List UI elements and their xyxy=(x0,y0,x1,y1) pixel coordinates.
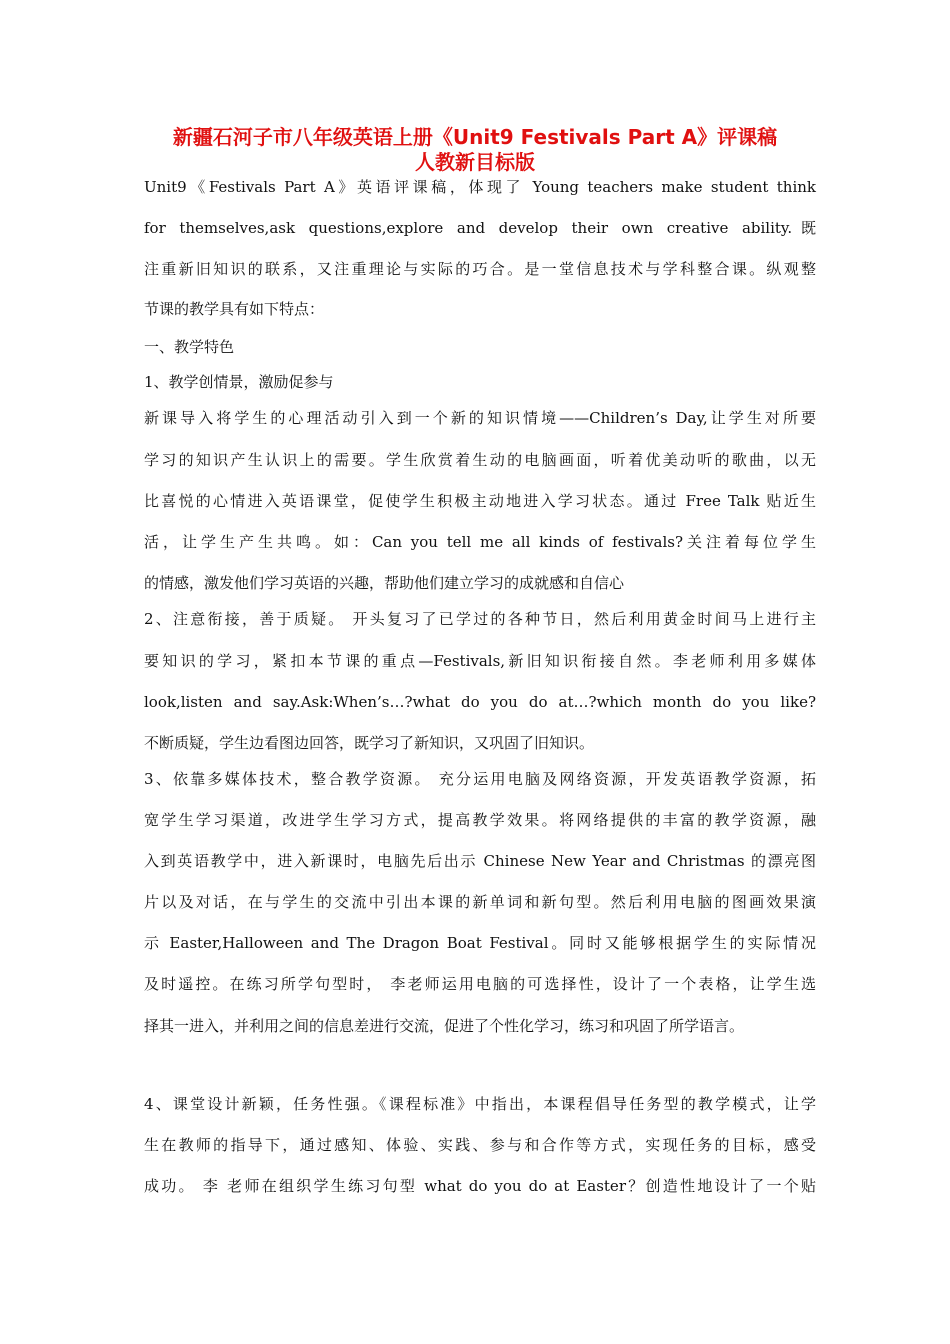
document-title-line-2: 人教新目标版 xyxy=(415,150,535,174)
paragraph-line: 2、注意衔接，善于质疑。 开头复习了已学过的各种节日，然后利用黄金时间马上进行主 xyxy=(144,610,816,628)
paragraph-line: 注重新旧知识的联系，又注重理论与实际的巧合。是一堂信息技术与学科整合课。纵观整 xyxy=(144,260,816,278)
section-heading: 一、教学特色 xyxy=(144,338,235,356)
paragraph-line: 不断质疑，学生边看图边回答，既学习了新知识，又巩固了旧知识。 xyxy=(144,734,595,752)
paragraph-line: 及时遥控。在练习所学句型时， 李老师运用电脑的可选择性，设计了一个表格，让学生选 xyxy=(144,975,816,993)
paragraph-line: 活，让学生产生共鸣。如：Can you tell me all kinds of festivals?关注着每位学生 xyxy=(144,533,816,551)
paragraph-line: Unit9《Festivals Part A》英语评课稿，体现了 Young teachers make student think xyxy=(144,178,816,196)
paragraph-line: 成功。 李 老师在组织学生练习句型 what do you do at Easter？创造性地设计了一个贴 xyxy=(144,1177,816,1195)
paragraph-line: 示 Easter,Halloween and The Dragon Boat Festival。同时又能够根据学生的实际情况 xyxy=(144,934,816,952)
paragraph-line: 新课导入将学生的心理活动引入到一个新的知识情境——Children’s Day,让学生对所要 xyxy=(144,409,816,427)
paragraph-line: 要知识的学习，紧扣本节课的重点—Festivals,新旧知识衔接自然。李老师利用多媒体 xyxy=(144,652,816,670)
paragraph-line: 宽学生学习渠道，改进学生学习方式，提高教学效果。将网络提供的丰富的教学资源，融 xyxy=(144,811,816,829)
paragraph-line: 比喜悦的心情进入英语课堂，促使学生积极主动地进入学习状态。通过 Free Talk 贴近生 xyxy=(144,492,816,510)
paragraph-line: 4、课堂设计新颖，任务性强。《课程标准》中指出，本课程倡导任务型的教学模式，让学 xyxy=(144,1095,816,1113)
paragraph-line: for themselves,ask questions,explore and develop their own creative ability.既 xyxy=(144,219,816,237)
paragraph-line: 3、依靠多媒体技术，整合教学资源。 充分运用电脑及网络资源，开发英语教学资源，拓 xyxy=(144,770,816,788)
paragraph-line: 入到英语教学中，进入新课时，电脑先后出示 Chinese New Year and Christmas 的漂亮图 xyxy=(144,852,816,870)
paragraph-line: look,listen and say.Ask:When’s…?what do you do at…?which month do you like? xyxy=(144,693,816,711)
paragraph-line: 的情感，激发他们学习英语的兴趣，帮助他们建立学习的成就感和自信心 xyxy=(144,574,625,592)
document-title-line-1: 新疆石河子市八年级英语上册《Unit9 Festivals Part A》评课稿 xyxy=(172,125,778,149)
subsection-heading: 1、教学创情景，激励促参与 xyxy=(144,373,334,391)
paragraph-line: 生在教师的指导下，通过感知、体验、实践、参与和合作等方式，实现任务的目标，感受 xyxy=(144,1136,816,1154)
paragraph-line: 节课的教学具有如下特点： xyxy=(144,300,325,318)
paragraph-line: 片以及对话，在与学生的交流中引出本课的新单词和新句型。然后利用电脑的图画效果演 xyxy=(144,893,816,911)
paragraph-line: 学习的知识产生认识上的需要。学生欣赏着生动的电脑画面，听着优美动听的歌曲，以无 xyxy=(144,451,816,469)
paragraph-line: 择其一进入，并利用之间的信息差进行交流，促进了个性化学习，练习和巩固了所学语言。 xyxy=(144,1017,745,1035)
